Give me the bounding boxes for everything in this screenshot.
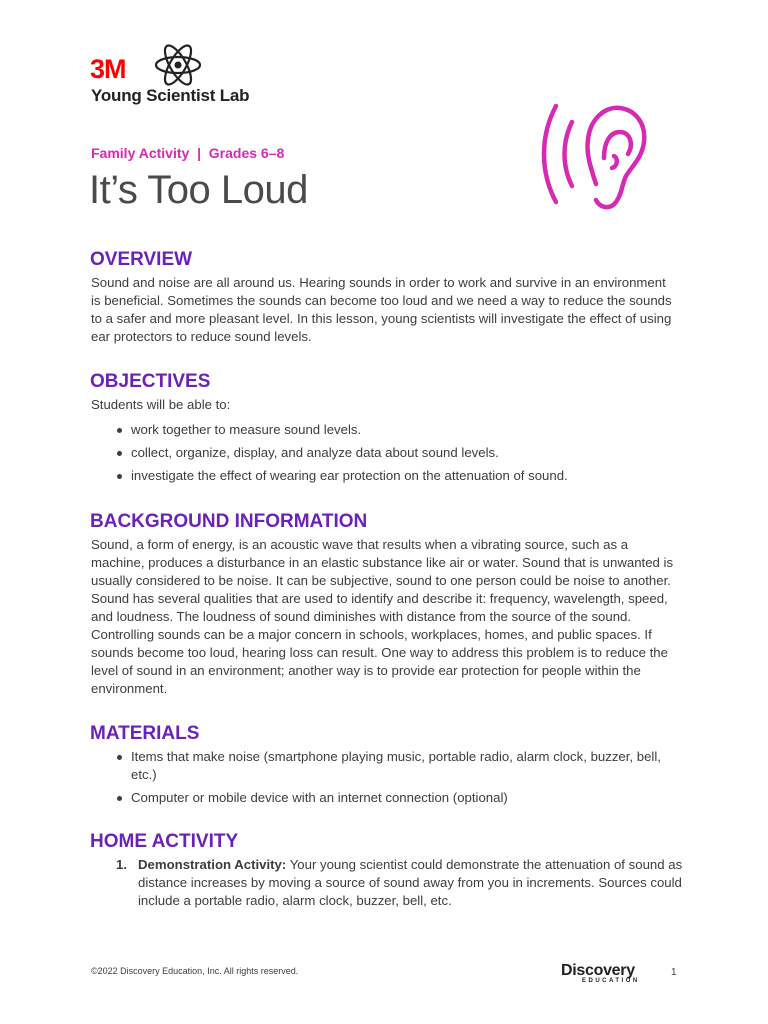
page-title: It’s Too Loud	[89, 168, 308, 212]
background-body: Sound, a form of energy, is an acoustic wave that results when a vibrating source, such as a machine, produces a disturbance in an elastic substance like air or water. Sound that is unwanted is usually considered to be noise. It can be subjective, sound to one person could be noise to another. Sound has several qualities that are used to identify and describe it: frequency, wavelength, speed, and loudness. The loudness of sound diminishes with distance from the source of the sound. Controlling sounds can be a major concern in schools, workplaces, homes, and public spaces. If sounds become too loud, hearing loss can result. One way to address this problem is to reduce the level of sound in an environment; another way is to provide ear protection for people within the environment.	[91, 537, 674, 696]
ear-sound-icon	[538, 96, 650, 212]
background-heading: BACKGROUND INFORMATION	[90, 511, 368, 532]
step-label: Demonstration Activity:	[138, 857, 287, 872]
objectives-list	[116, 421, 686, 490]
copyright: ©2022 Discovery Education, Inc. All rights reserved.	[91, 966, 299, 976]
discovery-logo: Discovery	[561, 962, 635, 979]
atom-icon	[152, 40, 204, 88]
list-item: Computer or mobile device with an internet connection (optional)	[116, 789, 671, 807]
home-activity-heading: HOME ACTIVITY	[90, 831, 239, 852]
3m-logo: 3M	[90, 54, 126, 84]
activity-step	[116, 856, 686, 910]
step-text: Your young scientist could demonstrate the attenuation of sound as distance increases by moving a source of sound away from you in increments. Sources could include a portable radio, alarm clock, buzzer, bell, etc.	[138, 857, 683, 908]
overview-heading: OVERVIEW	[90, 249, 193, 270]
list-item: Items that make noise (smartphone playing music, portable radio, alarm clock, buzzer, bell, etc.)	[116, 748, 671, 784]
discovery-logo-sub: EDUCATION	[582, 978, 640, 984]
objectives-intro: Students will be able to:	[91, 397, 231, 412]
page-number: 1	[671, 967, 677, 978]
materials-heading: MATERIALS	[90, 723, 200, 744]
list-item: investigate the effect of wearing ear protection on the attenuation of sound.	[116, 467, 686, 485]
materials-list	[116, 748, 671, 812]
list-item: collect, organize, display, and analyze data about sound levels.	[116, 444, 686, 462]
grade-kicker: Family Activity | Grades 6–8	[91, 145, 285, 161]
step-number: 1.	[116, 857, 127, 872]
objectives-heading: OBJECTIVES	[90, 371, 211, 392]
program-name: Young Scientist Lab	[91, 86, 250, 105]
overview-body: Sound and noise are all around us. Hearing sounds in order to work and survive in an environment is beneficial. Sometimes the sounds can become too loud and we need a way to reduce the sounds to a safer and more pleasant level. In this lesson, young scientists will investigate the effect of using ear protectors to reduce sound levels.	[91, 275, 672, 344]
list-item: work together to measure sound levels.	[116, 421, 686, 439]
